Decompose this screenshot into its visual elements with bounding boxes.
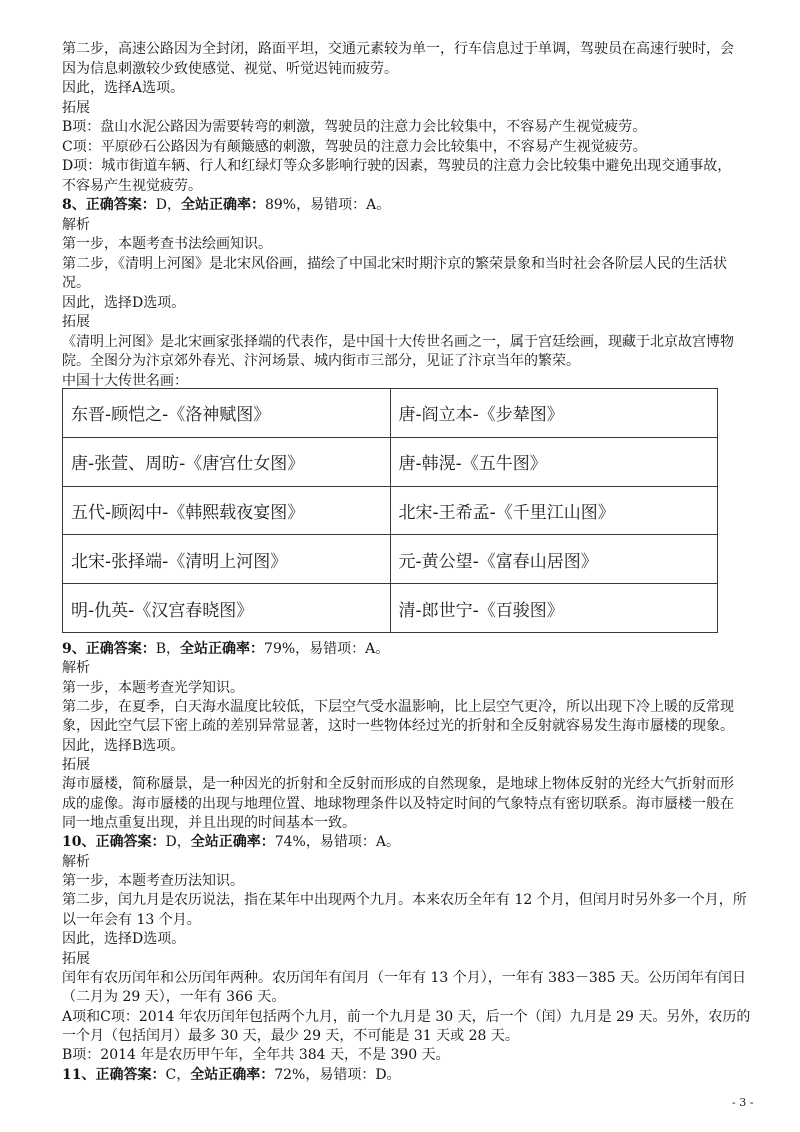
rate-label: 全站正确率： xyxy=(180,197,265,213)
answer-label: 8、正确答案： xyxy=(62,197,156,213)
answer-label: 10、正确答案： xyxy=(62,834,166,851)
q8-answer-header xyxy=(62,196,762,216)
q10-extend-line: 闰年有农历闰年和公历闰年两种。农历闰年有闰月（一年有 13 个月），一年有 383－385 天。公历闰年有闰日 xyxy=(62,969,747,986)
q8-extend-line: 《清明上河图》是北宋画家张择端的代表作，是中国十大传世名画之一，属于宫廷绘画，现藏于北京故宫博物 xyxy=(62,333,734,350)
table-cell: 北宋-王希孟-《千里江山图》 xyxy=(390,486,718,535)
rate-value: 72%，易错项：D。 xyxy=(274,1066,401,1083)
q10-extend-line: A项和C项：2014 年农历闰年包括两个九月，前一个九月是 30 天，后一个（闰）九月是 29 天。另外，农历的 xyxy=(62,1008,751,1025)
q10-analysis-title: 解析 xyxy=(62,853,90,870)
table-cell: 五代-顾闳中-《韩熙载夜宴图》 xyxy=(63,486,391,535)
answer-value: D， xyxy=(155,197,181,213)
rate-label: 全站正确率： xyxy=(190,834,275,851)
table-cell: 元-黄公望-《富春山居图》 xyxy=(390,535,718,584)
rate-label: 全站正确率： xyxy=(190,1066,275,1083)
table-row xyxy=(63,535,718,584)
rate-value: 89%，易错项：A。 xyxy=(264,197,391,213)
table-cell: 唐-阎立本-《步辇图》 xyxy=(390,389,718,438)
table-row xyxy=(63,437,718,486)
table-cell: 唐-张萱、周昉-《唐宫仕女图》 xyxy=(63,437,391,486)
q10-extend-title: 拓展 xyxy=(62,950,90,967)
q9-analysis-line: 象，因此空气层下密上疏的差别异常显著，这时一些物体经过光的折射和全反射就容易发生海市蜃楼的现象。 xyxy=(62,718,734,735)
answer-label: 11、正确答案： xyxy=(62,1066,166,1083)
q8-analysis-line: 因此，选择D选项。 xyxy=(62,294,186,311)
q8-extend-title: 拓展 xyxy=(62,314,90,330)
page-number: - 3 - xyxy=(732,1096,754,1109)
q8-analysis-line: 第二步，《清明上河图》是北宋风俗画，描绘了中国北宋时期汴京的繁荣景象和当时社会各阶层人民的生活状 xyxy=(62,255,727,272)
q9-extend-title: 拓展 xyxy=(62,757,90,774)
q9-analysis-title: 解析 xyxy=(62,660,90,677)
q10-analysis-line: 因此，选择D选项。 xyxy=(62,931,186,948)
table-cell: 清-郎世宁-《百骏图》 xyxy=(390,584,718,633)
rate-value: 74%，易错项：A。 xyxy=(274,834,400,851)
table-caption: 中国十大传世名画： xyxy=(62,372,188,389)
famous-paintings-table xyxy=(62,388,718,633)
table-row xyxy=(63,584,718,633)
table-cell: 唐-韩滉-《五牛图》 xyxy=(390,437,718,486)
q7-extend-line: 不容易产生视觉疲劳。 xyxy=(62,177,202,194)
q10-extend-line: B项：2014 年是农历甲午年，全年共 384 天，不是 390 天。 xyxy=(62,1047,450,1064)
answer-value: C， xyxy=(165,1066,191,1083)
q9-answer-header xyxy=(62,640,762,659)
q9-analysis-line: 第一步，本题考查光学知识。 xyxy=(62,679,244,696)
q9-analysis-line: 因此，选择B选项。 xyxy=(62,737,185,754)
table-row xyxy=(63,486,718,535)
q10-analysis-line: 以一年会有 13 个月。 xyxy=(62,911,201,928)
q9-extend-line: 同一地点重复出现，并且出现的时间基本一致。 xyxy=(62,815,356,832)
text-block-bottom xyxy=(62,640,762,1085)
q7-extend-line: C项：平原砂石公路因为有颠簸感的刺激，驾驶员的注意力会比较集中，不容易产生视觉疲劳。 xyxy=(62,138,647,155)
q10-analysis-line: 第二步，闰九月是农历说法，指在某年中出现两个九月。本来农历全年有 12 个月，但闰月时另外多一个月，所 xyxy=(62,892,747,909)
q8-analysis-line: 第一步，本题考查书法绘画知识。 xyxy=(62,236,272,252)
answer-label: 9、正确答案： xyxy=(62,641,156,657)
q10-extend-line: 一个月（包括闰月）最多 30 天，最少 29 天，不可能是 31 天或 28 天。 xyxy=(62,1027,519,1044)
q11-answer-header xyxy=(62,1066,762,1085)
q7-extend-line: D项：城市街道车辆、行人和红绿灯等众多影响行驶的因素，驾驶员的注意力会比较集中避免出现交通事故， xyxy=(62,158,732,174)
q10-analysis-line: 第一步，本题考查历法知识。 xyxy=(62,873,244,890)
table-cell: 北宋-张择端-《清明上河图》 xyxy=(63,535,391,584)
table-cell: 东晋-顾恺之-《洛神赋图》 xyxy=(63,389,391,438)
q7-step2-line: 因为信息刺激较少致使感觉、视觉、听觉迟钝而疲劳。 xyxy=(62,60,398,77)
table-cell: 明-仇英-《汉宫春晓图》 xyxy=(63,584,391,633)
q10-answer-header xyxy=(62,833,762,852)
q7-extend-line: B项：盘山水泥公路因为需要转弯的刺激，驾驶员的注意力会比较集中，不容易产生视觉疲劳。 xyxy=(62,119,647,135)
q7-step2-line: 第二步，高速公路因为全封闭，路面平坦，交通元素较为单一，行车信息过于单调，驾驶员在高速行驶时，会 xyxy=(62,41,734,57)
answer-value: D， xyxy=(165,834,191,851)
q9-analysis-line: 第二步，在夏季，白天海水温度比较低，下层空气受水温影响，比上层空气更冷，所以出现下冷上暖的反常现 xyxy=(62,699,734,716)
q9-extend-line: 成的虚像。海市蜃楼的出现与地理位置、地球物理条件以及特定时间的气象特点有密切联系。海市蜃楼一般在 xyxy=(62,795,734,812)
q10-extend-line: （二月为 29 天），一年有 366 天。 xyxy=(62,989,286,1006)
rate-label: 全站正确率： xyxy=(180,641,265,657)
q8-extend-line: 院。全图分为汴京郊外春光、汴河场景、城内街市三部分，见证了汴京当年的繁荣。 xyxy=(62,353,580,369)
table-row xyxy=(63,389,718,438)
q7-extend-title: 拓展 xyxy=(62,99,90,116)
text-block-top xyxy=(62,40,762,391)
rate-value: 79%，易错项：A。 xyxy=(264,641,390,657)
q8-analysis-line: 况。 xyxy=(62,275,90,291)
q8-analysis-title: 解析 xyxy=(62,216,90,233)
q7-conclusion: 因此，选择A选项。 xyxy=(62,80,185,96)
answer-value: B， xyxy=(155,641,181,657)
q9-extend-line: 海市蜃楼，简称蜃景，是一种因光的折射和全反射而形成的自然现象，是地球上物体反射的光经大气折射而形 xyxy=(62,776,734,793)
